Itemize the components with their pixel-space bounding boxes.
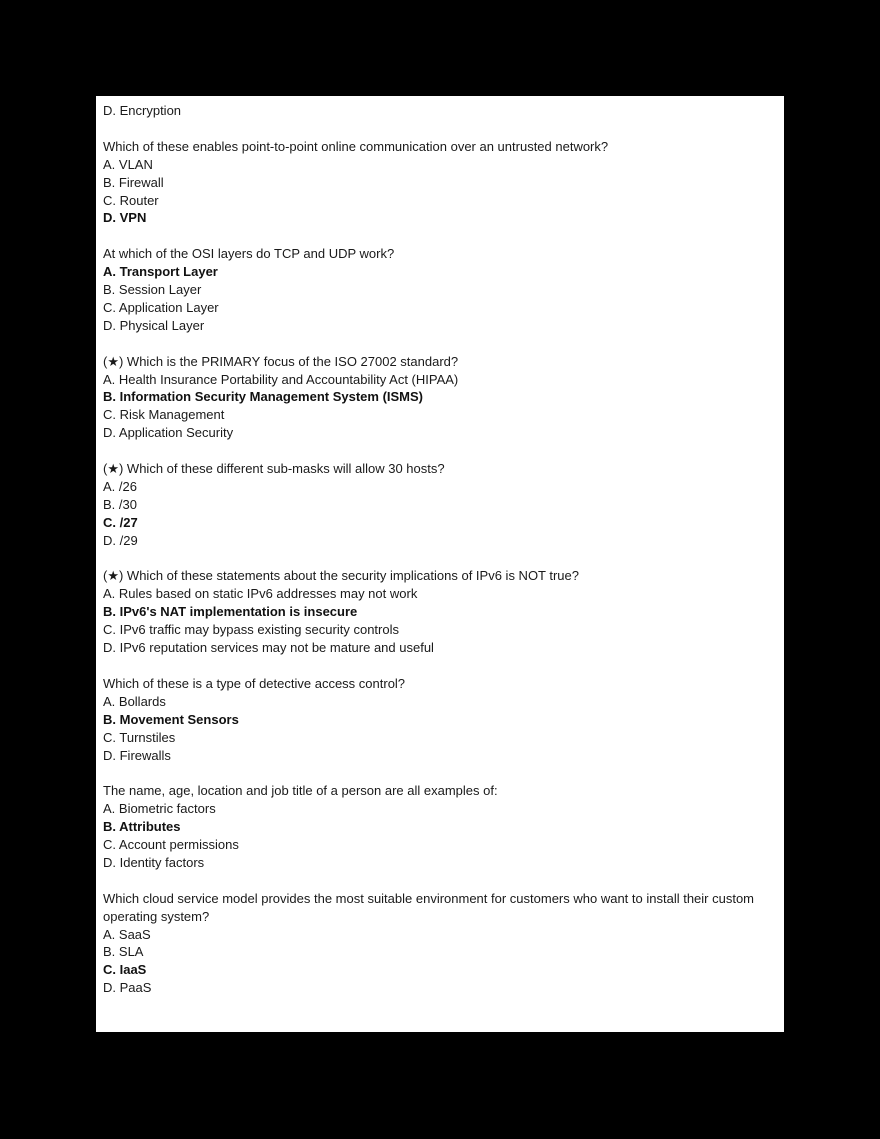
option-a: A. VLAN xyxy=(103,156,153,172)
question-block xyxy=(103,460,773,550)
option-b-correct: B. Information Security Management System (ISMS) xyxy=(103,389,424,405)
option-c: C. Risk Management xyxy=(103,407,225,423)
option-d: D. Identity factors xyxy=(103,854,205,870)
document-page xyxy=(96,96,784,1032)
option-d: D. Firewalls xyxy=(103,747,171,763)
option-d: D. /29 xyxy=(103,532,138,548)
question-text: (★) Which is the PRIMARY focus of the ISO 27002 standard? xyxy=(103,353,459,369)
question-text: (★) Which of these different sub-masks will allow 30 hosts? xyxy=(103,461,445,477)
option-d: D. PaaS xyxy=(103,980,152,996)
question-block xyxy=(103,245,773,335)
option-c: C. Account permissions xyxy=(103,837,239,853)
question-block xyxy=(103,138,773,228)
spacer xyxy=(103,120,773,138)
spacer xyxy=(103,657,773,675)
question-block xyxy=(103,353,773,443)
option-c: C. Router xyxy=(103,192,159,208)
question-block xyxy=(103,567,773,657)
option-b: B. SLA xyxy=(103,944,144,960)
option-c-correct: C. /27 xyxy=(103,514,138,530)
question-text: Which cloud service model provides the most suitable environment for customers who want to install their custom operating system? xyxy=(103,890,755,924)
option-d: D. Physical Layer xyxy=(103,317,205,333)
option-b-correct: B. Attributes xyxy=(103,819,181,835)
option-a-correct: A. Transport Layer xyxy=(103,264,218,280)
question-text: The name, age, location and job title of a person are all examples of: xyxy=(103,783,498,799)
option-d-correct: D. VPN xyxy=(103,210,147,226)
leading-option-line: D. Encryption xyxy=(103,103,182,118)
question-text: (★) Which of these statements about the security implications of IPv6 is NOT true? xyxy=(103,568,579,584)
spacer xyxy=(103,227,773,245)
question-block xyxy=(103,890,773,997)
spacer xyxy=(103,872,773,890)
question-text: At which of the OSI layers do TCP and UDP work? xyxy=(103,246,395,262)
option-c: C. IPv6 traffic may bypass existing security controls xyxy=(103,622,399,638)
question-text: Which of these enables point-to-point online communication over an untrusted network? xyxy=(103,138,609,154)
option-b-correct: B. Movement Sensors xyxy=(103,711,239,727)
option-b-correct: B. IPv6's NAT implementation is insecure xyxy=(103,604,358,620)
option-d: D. Application Security xyxy=(103,425,234,441)
option-a: A. Biometric factors xyxy=(103,801,216,817)
option-c: C. Application Layer xyxy=(103,299,219,315)
option-a: A. /26 xyxy=(103,478,137,494)
option-c: C. Turnstiles xyxy=(103,729,176,745)
option-b: B. Firewall xyxy=(103,174,164,190)
spacer xyxy=(103,442,773,460)
option-a: A. SaaS xyxy=(103,926,151,942)
option-d: D. IPv6 reputation services may not be mature and useful xyxy=(103,640,434,656)
option-b: B. Session Layer xyxy=(103,282,202,298)
question-block xyxy=(103,782,773,872)
question-text: Which of these is a type of detective access control? xyxy=(103,675,406,691)
spacer xyxy=(103,764,773,782)
spacer xyxy=(103,550,773,568)
option-c-correct: C. IaaS xyxy=(103,962,147,978)
question-block xyxy=(103,675,773,765)
option-b: B. /30 xyxy=(103,496,137,512)
quiz-content xyxy=(103,102,773,997)
option-a: A. Bollards xyxy=(103,693,166,709)
spacer xyxy=(103,335,773,353)
option-a: A. Rules based on static IPv6 addresses may not work xyxy=(103,586,418,602)
option-a: A. Health Insurance Portability and Accountability Act (HIPAA) xyxy=(103,371,459,387)
